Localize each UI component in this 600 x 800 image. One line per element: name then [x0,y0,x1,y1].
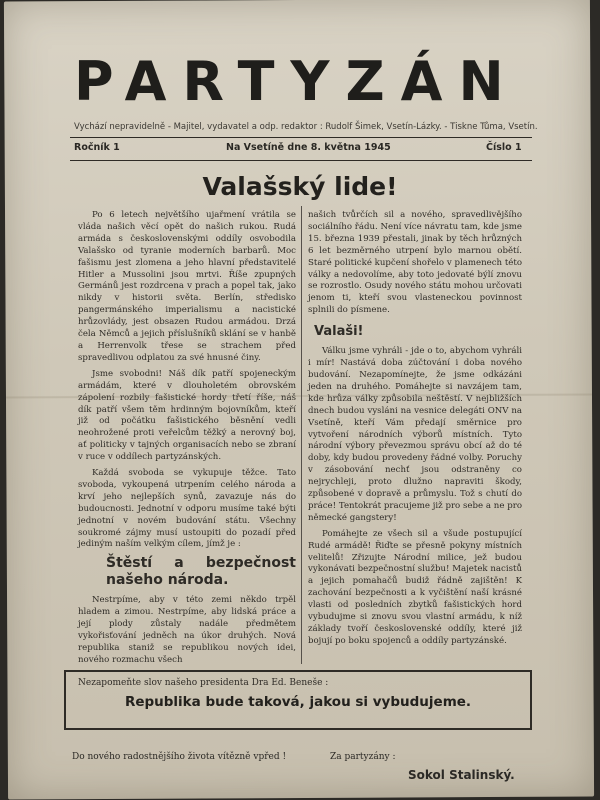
column-divider [301,206,302,664]
paragraph: našich tvůrčích sil a nového, spravedlivějšího sociálního řádu. Není více návratu tam, kde jsme 15. března 1939 přestali, jinak by těch hrůzných 6 let bezměrného utrpení bylo marnou obětí. Staré politické kupčení shořelo v plamenech této války a nedovolíme, aby toto jedovaté býlí znovu se rozrostlo. Osudy nového státu mohou určovati jenom ti, kteří svou vlasteneckou povinnost splnili do písmene. [308,210,522,316]
paragraph: Po 6 letech největšího ujařmení vrátila se vláda našich věcí opět do našich rukou. Rudá armáda s československými oddíly osvobodila Valašsko od tyranie moderních barbarů. Moc fašismu jest zlomena a jeho hlavní představitelé Hitler a Mussolini jsou mrtvi. Říše zpupných Germánů jest rozdrcena v prach a popel tak, jako nikdy v historii světa. Berlín, středisko pangermánského imperialismu a nacistické hrůzovlády, jest obsazen Rudou armádou. Drzá čela Němců a jejich příslušníků sklání se v hanbě a Herrenvolk třese se strachem před spravedlivou odplatou za své hnusné činy. [78,210,296,363]
paragraph: Nestrpíme, aby v této zemi někdo trpěl hladem a zimou. Nestrpíme, aby lidská práce a její plody zůstaly nadále předmětem vykořisťování jedněch na úkor druhých. Nová republika staniž se republikou nových idei, nového rozmachu všech [78,595,296,665]
column-left [78,210,296,671]
paragraph: Jsme svobodni! Náš dík patří spojeneckým armádám, které v dlouholetém obrovském zápolení rozbily fašistické hordy třetí říše, náš dík patří všem těm hrdinným bojovníkům, kteří již od počátku fašistického běsnění vedli neohrožené proti veřelcům těžký a nerovný boj, ať politicky v tajných organisacích nebo se zbraní v ruce v oddílech partyzánských. [78,368,296,463]
masthead-rule-bottom [70,160,532,161]
column-right [308,210,522,652]
closing-slogan: Do nového radostnějšího života vítězně vpřed ! [72,752,287,762]
quote-intro: Nezapomeňte slov našeho presidenta Dra Ed. Beneše : [78,678,329,688]
paragraph: Každá svoboda se vykupuje těžce. Tato svoboda, vykoupená utrpením celého národa a krví jeho nejlepších synů, zavazuje nás do budoucnosti. Jednotní v odporu musíme také býti jednotní v novém budování státu. Všechny soukromé zájmy musí ustoupiti do pozadí před jediným naším velkým cílem, jímž je : [78,468,296,550]
paragraph: Válku jsme vyhráli - jde o to, abychom vyhráli i mír! Nastává doba zúčtování i doba nového budování. Nezapomínejte, že jsme odkázáni jeden na druhého. Pomáhejte si navzájem tam, kde hrůza války způsobila neštěstí. V nejbližších dnech budou vysláni na vesnice delegáti ONV na Vsetíně, kteří Vám předají směrnice pro vytvoření národních výborů místních. Tyto národní výbory převezmou správu obcí až do té doby, kdy budou provedeny řádné volby. Poruchy v zásobování nechť jsou odstraněny co nejrychleji, proto dlužno napraviti škody, způsobené v dopravě a průmyslu. Tož s chutí do práce! Tentokrát pracujeme již pro sebe a ne pro německé gangstery! [308,346,522,523]
dateline: Na Vsetíně dne 8. května 1945 [226,142,391,153]
section-subtitle: Štěstí a bezpečnost našeho národa. [106,555,296,589]
volume-label: Ročník 1 [74,142,120,153]
paragraph: Pomáhejte ze všech sil a všude postupující Rudé armádě! Řiďte se přesně pokyny místních velitelů! Zřizujte Národní milice, jež budou vykonávati bezpečnostní službu! Majetek nacistů a jejich pomahačů budiž řádně zajištěn! K zachování bezpečnosti a k vyčištění naší krásné vlasti od posledních zbytků fašistických hord vybudujme si znovu svou vlastní armádu, k níž základy tvoří československé oddíly, které již bojují po boku spojenců a oddíly partyzánské. [308,528,522,646]
signature-label: Za partyzány : [330,752,396,762]
masthead-rule-top [70,137,532,138]
quote-box [64,670,532,730]
section-subtitle: Valaši! [314,324,364,340]
issue-number: Číslo 1 [486,142,522,153]
signature: Sokol Stalinský. [408,768,515,782]
masthead-title: PARTYZÁN [74,50,520,113]
masthead-subtitle: Vychází nepravidelně - Majitel, vydavatel a odp. redaktor : Rudolf Šimek, Vsetín-Lázky. - Tiskne Tůma, Vsetín. [74,122,538,132]
article-headline: Valašský lide! [202,172,398,201]
president-quote: Republika bude taková, jakou si vybudujeme. [124,694,472,710]
